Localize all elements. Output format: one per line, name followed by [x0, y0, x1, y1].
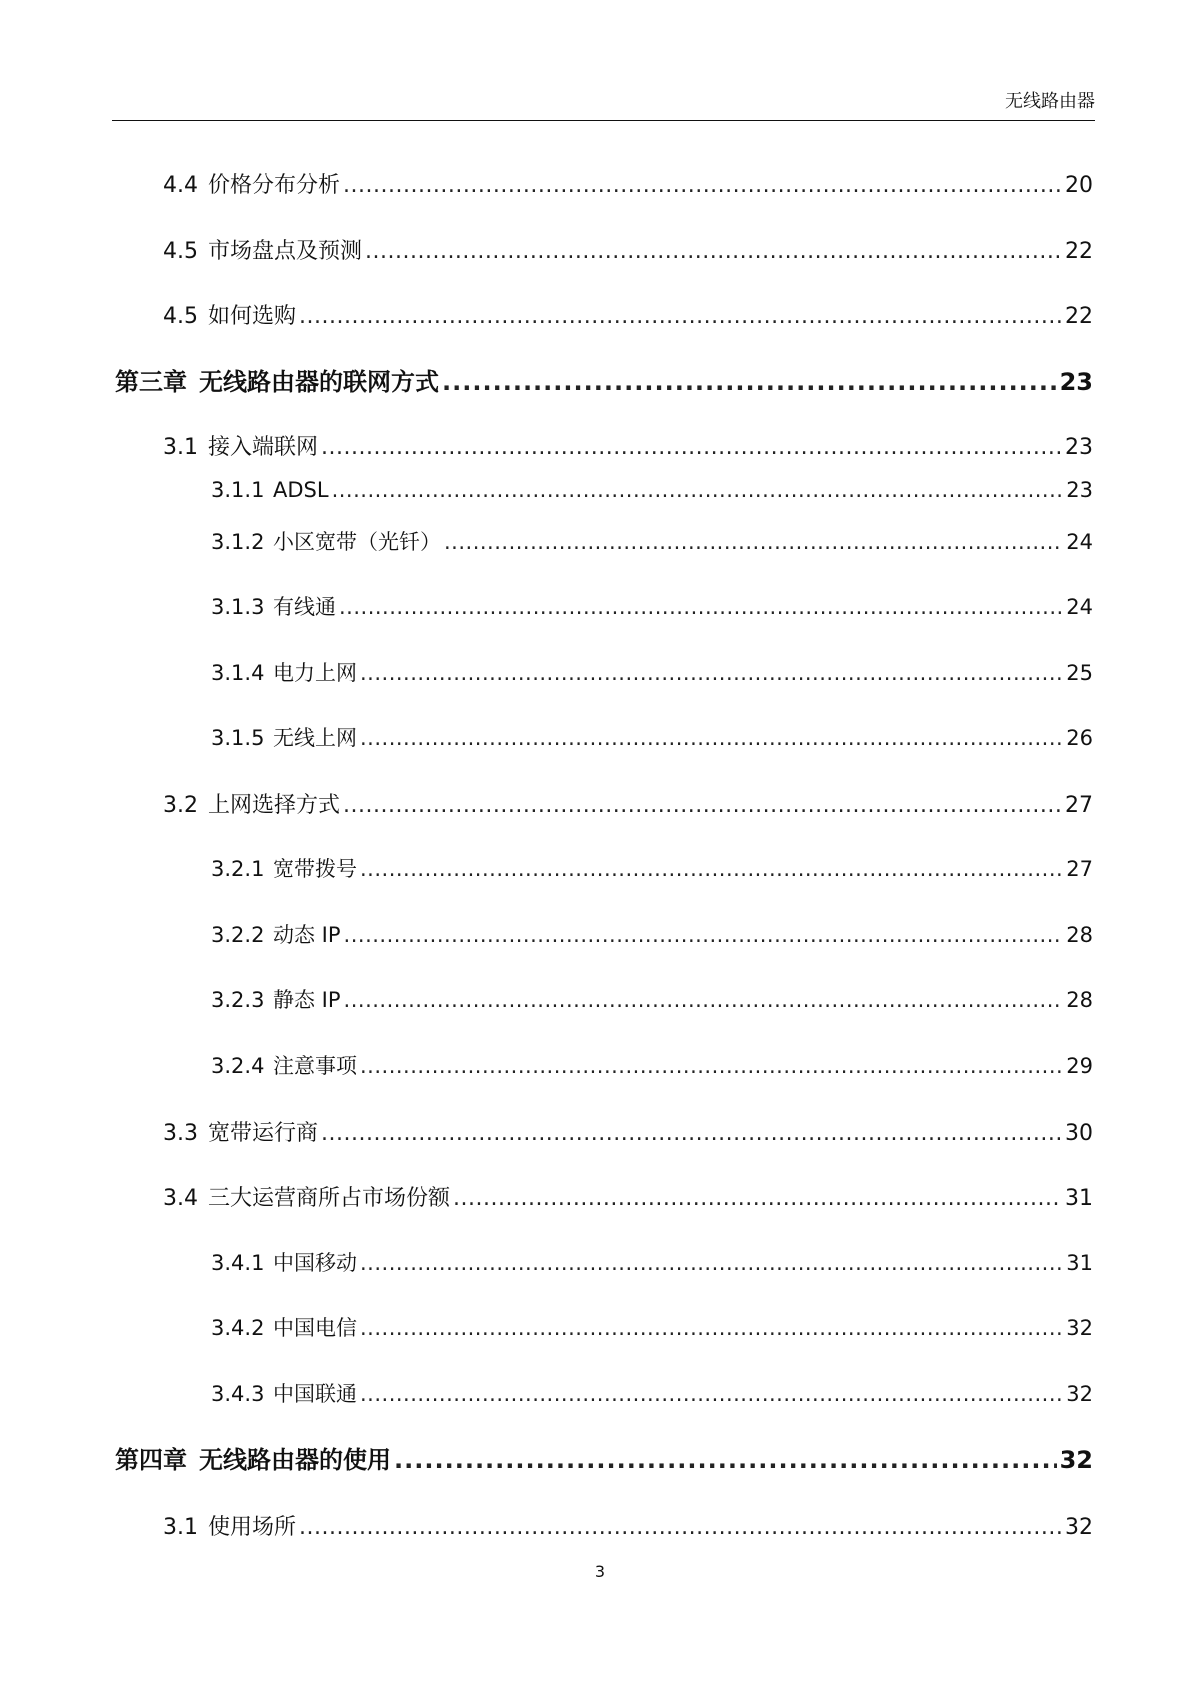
toc-entry-number: 4.4 — [163, 173, 198, 198]
toc-entry-title: 价格分布分析 — [208, 173, 341, 198]
toc-entry[interactable] — [163, 234, 1093, 265]
toc-entry-page: 27 — [1065, 793, 1093, 818]
toc-entry-title: 有线通 — [273, 595, 336, 619]
toc-entry-number: 3.1.3 — [211, 595, 265, 619]
toc-dot-leader — [360, 1382, 1063, 1406]
toc-dot-leader — [344, 923, 1064, 947]
toc-entry-page: 27 — [1066, 857, 1093, 881]
toc-entry-title: 无线路由器的联网方式 — [199, 368, 439, 396]
toc-entry-title: 使用场所 — [208, 1515, 297, 1540]
toc-entry[interactable] — [211, 1312, 1093, 1342]
toc-entry-page: 31 — [1065, 1186, 1093, 1211]
toc-dot-leader — [360, 726, 1063, 750]
toc-entry-number: 3.2.4 — [211, 1054, 265, 1078]
toc-entry[interactable] — [211, 1378, 1093, 1408]
toc-dot-leader — [321, 1121, 1062, 1146]
toc-entry[interactable] — [163, 788, 1093, 819]
toc-entry[interactable] — [211, 1050, 1093, 1080]
toc-dot-leader — [339, 595, 1063, 619]
toc-entry-page: 22 — [1065, 304, 1093, 329]
toc-entry[interactable] — [115, 362, 1093, 397]
toc-entry-title: 小区宽带（光钎） — [273, 530, 441, 554]
toc-entry-page: 23 — [1059, 368, 1093, 396]
toc-entry-title: 中国电信 — [273, 1316, 357, 1340]
toc-entry-title: 无线上网 — [273, 726, 357, 750]
toc-entry-title: ADSL — [273, 478, 329, 502]
toc-entry-number: 4.5 — [163, 239, 198, 264]
toc-entry[interactable] — [163, 430, 1093, 461]
toc-entry-number: 3.1.5 — [211, 726, 265, 750]
toc-entry[interactable] — [211, 984, 1093, 1014]
toc-entry-number: 3.4 — [163, 1186, 198, 1211]
toc-entry-page: 23 — [1066, 478, 1093, 502]
toc-dot-leader — [321, 435, 1062, 460]
toc-entry-page: 22 — [1065, 239, 1093, 264]
toc-dot-leader — [394, 1446, 1057, 1474]
running-header-title: 无线路由器 — [1005, 91, 1095, 112]
toc-entry-title: 接入端联网 — [208, 435, 319, 460]
toc-entry-number: 3.2 — [163, 793, 198, 818]
toc-entry-number: 3.2.3 — [211, 988, 265, 1012]
toc-entry-page: 32 — [1059, 1446, 1093, 1474]
toc-entry-number: 3.4.3 — [211, 1382, 265, 1406]
toc-entry-title: 静态 IP — [273, 988, 341, 1012]
toc-entry-page: 30 — [1065, 1121, 1093, 1146]
page-number: 3 — [594, 1562, 606, 1581]
toc-entry[interactable] — [163, 168, 1093, 199]
toc-entry[interactable] — [163, 299, 1093, 330]
toc-entry[interactable] — [211, 657, 1093, 687]
toc-entry-page: 28 — [1066, 923, 1093, 947]
toc-dot-leader — [453, 1186, 1062, 1211]
toc-dot-leader — [299, 304, 1062, 329]
toc-entry-title: 电力上网 — [273, 661, 357, 685]
toc-dot-leader — [360, 857, 1063, 881]
toc-entry-page: 32 — [1066, 1316, 1093, 1340]
toc-dot-leader — [360, 661, 1063, 685]
toc-entry-title: 上网选择方式 — [208, 793, 341, 818]
toc-entry-page: 24 — [1066, 595, 1093, 619]
toc-dot-leader — [332, 478, 1064, 502]
toc-dot-leader — [344, 988, 1064, 1012]
toc-entry[interactable] — [163, 1116, 1093, 1147]
toc-entry-number: 3.1.1 — [211, 478, 265, 502]
toc-entry-page: 28 — [1066, 988, 1093, 1012]
toc-entry-title: 中国移动 — [273, 1251, 357, 1275]
toc-dot-leader — [442, 368, 1057, 396]
toc-entry[interactable] — [211, 478, 1093, 502]
toc-entry[interactable] — [211, 853, 1093, 883]
toc-entry-title: 无线路由器的使用 — [199, 1446, 391, 1474]
toc-entry-number: 3.4.1 — [211, 1251, 265, 1275]
toc-entry-number: 3.4.2 — [211, 1316, 265, 1340]
toc-entry-title: 动态 IP — [273, 923, 341, 947]
toc-dot-leader — [365, 239, 1062, 264]
toc-entry[interactable] — [211, 526, 1093, 556]
toc-dot-leader — [360, 1251, 1063, 1275]
toc-entry-number: 3.3 — [163, 1121, 198, 1146]
toc-entry-number: 第三章 — [115, 368, 187, 396]
toc-entry-title: 中国联通 — [273, 1382, 357, 1406]
toc-dot-leader — [444, 530, 1063, 554]
toc-entry[interactable] — [211, 591, 1093, 621]
toc-entry[interactable] — [115, 1440, 1093, 1475]
toc-dot-leader — [299, 1515, 1062, 1540]
toc-entry-number: 3.1 — [163, 435, 198, 460]
toc-entry[interactable] — [163, 1510, 1093, 1541]
toc-entry-page: 32 — [1065, 1515, 1093, 1540]
toc-entry[interactable] — [163, 1181, 1093, 1212]
toc-entry[interactable] — [211, 919, 1093, 949]
toc-entry-page: 24 — [1066, 530, 1093, 554]
toc-entry-title: 三大运营商所占市场份额 — [208, 1186, 451, 1211]
toc-entry-title: 宽带运行商 — [208, 1121, 319, 1146]
toc-entry-title: 注意事项 — [273, 1054, 357, 1078]
toc-entry-title: 宽带拨号 — [273, 857, 357, 881]
toc-dot-leader — [360, 1054, 1063, 1078]
toc-entry-title: 如何选购 — [208, 304, 297, 329]
toc-entry-page: 26 — [1066, 726, 1093, 750]
toc-entry[interactable] — [211, 1247, 1093, 1277]
toc-entry-page: 29 — [1066, 1054, 1093, 1078]
toc-dot-leader — [343, 173, 1062, 198]
toc-entry[interactable] — [211, 722, 1093, 752]
toc-entry-number: 3.1 — [163, 1515, 198, 1540]
toc-entry-page: 31 — [1066, 1251, 1093, 1275]
toc-entry-number: 4.5 — [163, 304, 198, 329]
toc-entry-page: 20 — [1065, 173, 1093, 198]
toc-entry-number: 第四章 — [115, 1446, 187, 1474]
toc-dot-leader — [360, 1316, 1063, 1340]
toc-entry-number: 3.1.4 — [211, 661, 265, 685]
header-rule — [112, 120, 1095, 121]
toc-dot-leader — [343, 793, 1062, 818]
toc-entry-number: 3.2.1 — [211, 857, 265, 881]
toc-entry-page: 25 — [1066, 661, 1093, 685]
toc-entry-number: 3.2.2 — [211, 923, 265, 947]
toc-entry-page: 32 — [1066, 1382, 1093, 1406]
toc-entry-title: 市场盘点及预测 — [208, 239, 363, 264]
toc-entry-number: 3.1.2 — [211, 530, 265, 554]
toc-entry-page: 23 — [1065, 435, 1093, 460]
